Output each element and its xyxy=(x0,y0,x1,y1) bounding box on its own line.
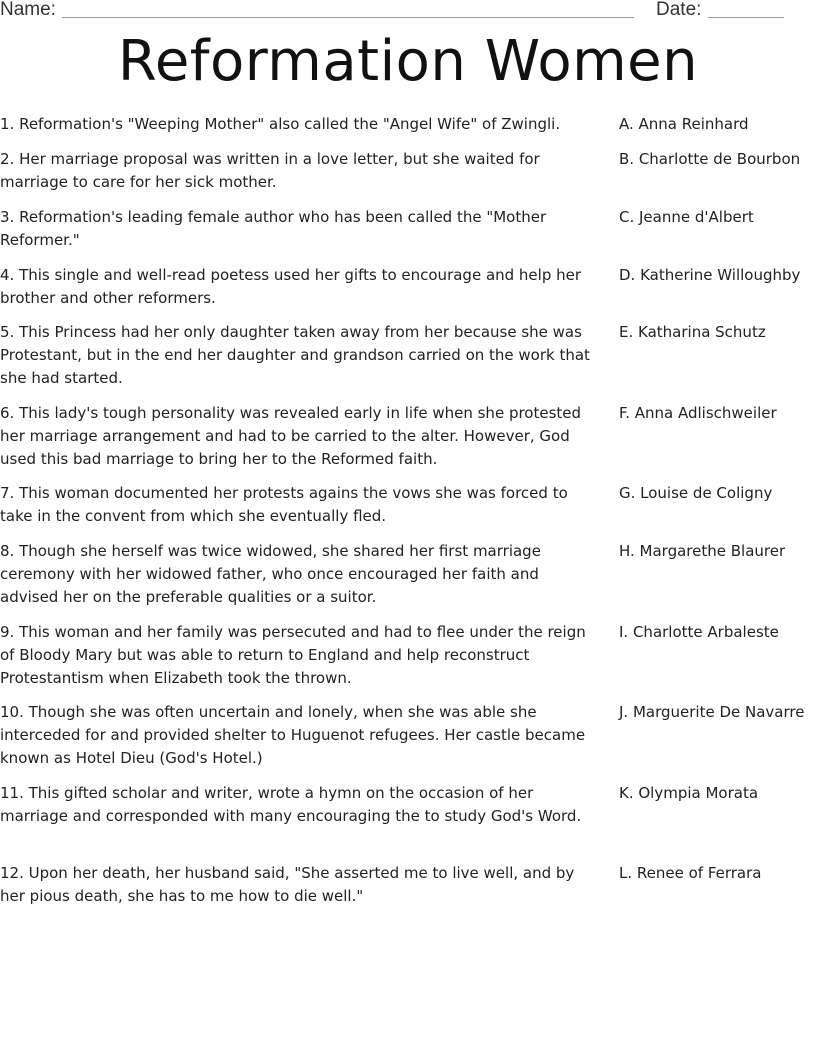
match-row xyxy=(0,321,816,402)
date-blank-line xyxy=(708,17,784,18)
match-row xyxy=(0,540,816,621)
clue-text: 5. This Princess had her only daughter taken away from her because she was Protestant, but in the end her daughter and grandson carried on the work that she had started. xyxy=(0,323,590,387)
answer-option: L. Renee of Ferrara xyxy=(619,864,762,882)
clue-text: 11. This gifted scholar and writer, wrote a hymn on the occasion of her marriage and corresponded with many encouraging the to study God's Word. xyxy=(0,784,582,825)
match-row xyxy=(0,113,816,148)
answer-option: E. Katharina Schutz xyxy=(619,323,766,341)
match-row xyxy=(0,402,816,482)
matching-list xyxy=(0,113,816,920)
clue-text: 4. This single and well-read poetess used her gifts to encourage and help her brother and other reformers. xyxy=(0,266,582,307)
match-row xyxy=(0,701,816,782)
page-title: Reformation Women xyxy=(117,29,699,94)
answer-option: A. Anna Reinhard xyxy=(619,115,749,133)
answer-option: K. Olympia Morata xyxy=(619,784,759,802)
match-row xyxy=(0,621,816,701)
name-label: Name: xyxy=(0,0,56,20)
date-label: Date: xyxy=(656,0,702,20)
answer-option: C. Jeanne d'Albert xyxy=(619,208,754,226)
clue-text: 2. Her marriage proposal was written in a love letter, but she waited for marriage to care for her sick mother. xyxy=(0,150,540,191)
worksheet-header xyxy=(0,0,816,24)
match-row xyxy=(0,782,816,862)
match-row xyxy=(0,206,816,264)
match-row xyxy=(0,482,816,540)
clue-text: 10. Though she was often uncertain and lonely, when she was able she interceded for and provided shelter to Huguenot refugees. Her castle became known as Hotel Dieu (God's Hotel.) xyxy=(0,703,586,767)
answer-option: G. Louise de Coligny xyxy=(619,484,773,502)
clue-text: 12. Upon her death, her husband said, "She asserted me to live well, and by her pious death, she has to me how to die well." xyxy=(0,864,575,905)
clue-text: 1. Reformation's "Weeping Mother" also called the "Angel Wife" of Zwingli. xyxy=(0,115,561,133)
clue-text: 6. This lady's tough personality was revealed early in life when she protested her marriage arrangement and had to be carried to the alter. However, God used this bad marriage to bring her to the Reformed faith. xyxy=(0,404,582,468)
clue-text: 9. This woman and her family was persecuted and had to flee under the reign of Bloody Mary but was able to return to England and help reconstruct Protestantism when Elizabeth took the thrown. xyxy=(0,623,586,687)
match-row xyxy=(0,862,816,920)
clue-text: 8. Though she herself was twice widowed, she shared her first marriage ceremony with her widowed father, who once encouraged her faith and advised her on the preferable qualities or a suitor. xyxy=(0,542,541,606)
match-row xyxy=(0,148,816,206)
answer-option: I. Charlotte Arbaleste xyxy=(619,623,779,641)
match-row xyxy=(0,264,816,321)
answer-option: B. Charlotte de Bourbon xyxy=(619,150,801,168)
clue-text: 7. This woman documented her protests agains the vows she was forced to take in the convent from which she eventually fled. xyxy=(0,484,568,525)
name-blank-line xyxy=(62,17,634,18)
answer-option: F. Anna Adlischweiler xyxy=(619,404,777,422)
answer-option: H. Margarethe Blaurer xyxy=(619,542,786,560)
answer-option: J. Marguerite De Navarre xyxy=(619,703,805,721)
answer-option: D. Katherine Willoughby xyxy=(619,266,801,284)
clue-text: 3. Reformation's leading female author who has been called the "Mother Reformer." xyxy=(0,208,547,249)
